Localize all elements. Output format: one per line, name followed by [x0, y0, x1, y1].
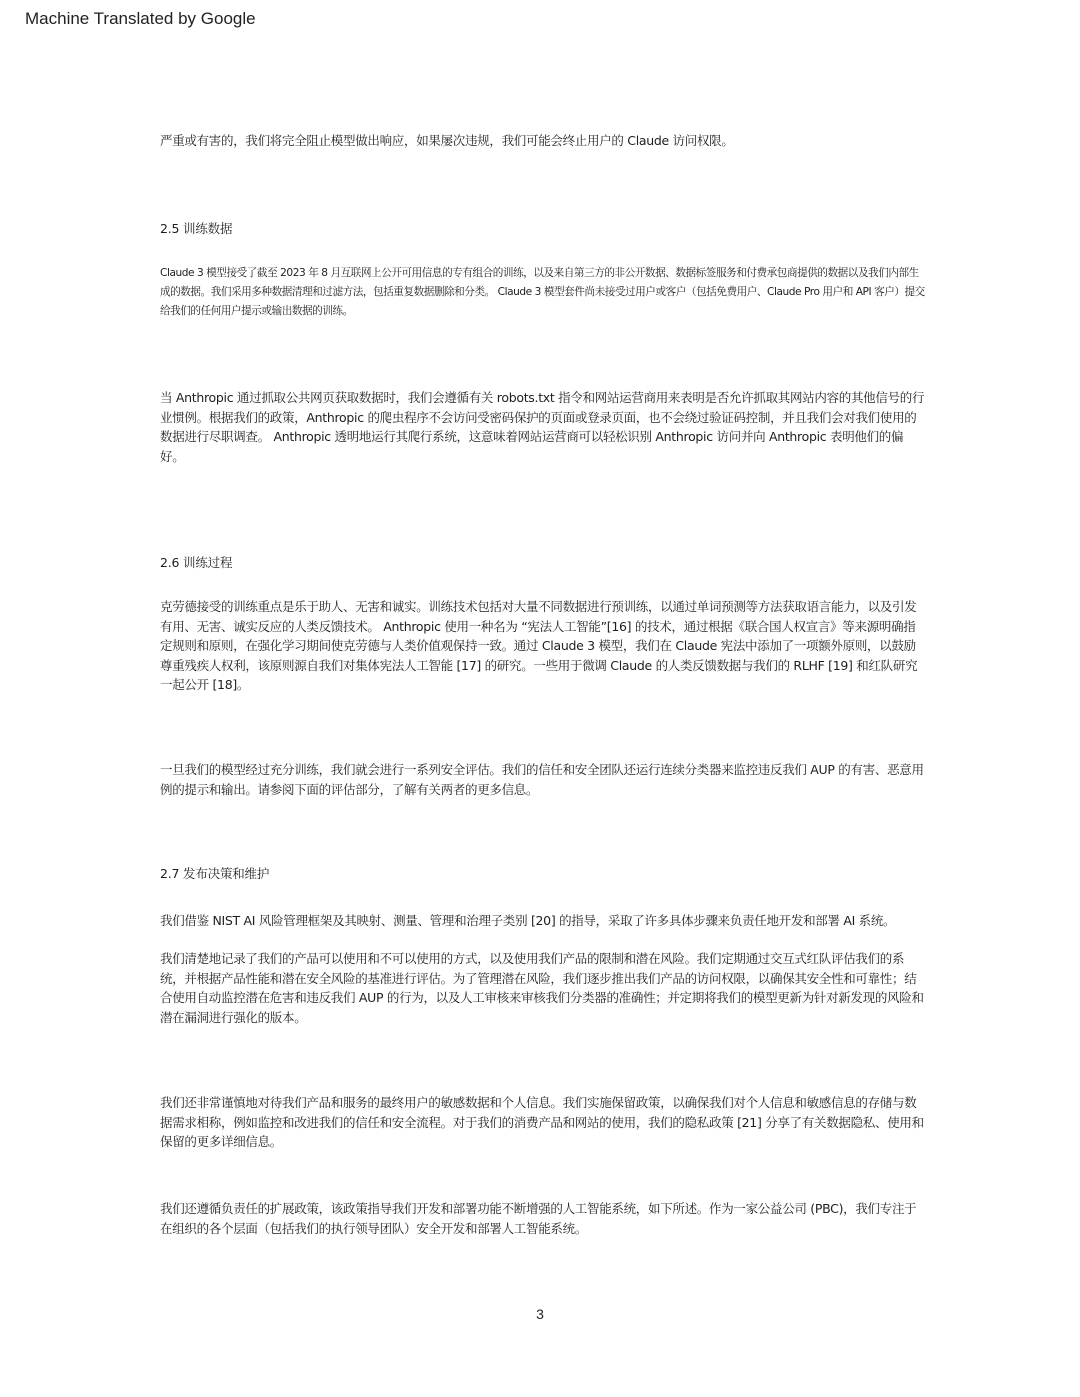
paragraph-access-termination: 严重或有害的，我们将完全阻止模型做出响应，如果屡次违规，我们可能会终止用户的 Claude 访问权限。	[160, 133, 734, 148]
section-heading-2-5: 2.5 训练数据	[160, 221, 233, 236]
paragraph-web-crawling: 当 Anthropic 通过抓取公共网页获取数据时，我们会遵循有关 robots.txt 指令和网站运营商用来表明是否允许抓取其网站内容的其他信号的行业惯例。根据我们的政策，Anthropic 的爬虫程序不会访问受密码保护的页面或登录页面，也不会绕过验证码控制，并且我们会对我们使用的数据进行尽职调查。 Anthropic 透明地运行其爬行系统，这意味着网站运营商可以轻松识别 Anthropic 访问并向 Anthropic 表明他们的偏好。	[160, 390, 925, 464]
paragraph-nist-framework: 我们借鉴 NIST AI 风险管理框架及其映射、测量、管理和治理子类别 [20] 的指导，采取了许多具体步骤来负责任地开发和部署 AI 系统。	[160, 913, 896, 928]
page-number: 3	[536, 1306, 544, 1322]
paragraph-responsible-scaling: 我们还遵循负责任的扩展政策，该政策指导我们开发和部署功能不断增强的人工智能系统，如下所述。作为一家公益公司 (PBC)，我们专注于在组织的各个层面（包括我们的执行领导团队）安全开发和部署人工智能系统。	[160, 1201, 917, 1236]
paragraph-privacy: 我们还非常谨慎地对待我们产品和服务的最终用户的敏感数据和个人信息。我们实施保留政策，以确保我们对个人信息和敏感信息的存储与数据需求相称，例如监控和改进我们的信任和安全流程。对于我们的消费产品和网站的使用，我们的隐私政策 [21] 分享了有关数据隐私、使用和保留的更多详细信息。	[160, 1095, 924, 1149]
machine-translation-banner: Machine Translated by Google	[25, 9, 256, 28]
section-heading-2-7: 2.7 发布决策和维护	[160, 866, 270, 881]
paragraph-training-data: Claude 3 模型接受了截至 2023 年 8 月互联网上公开可用信息的专有组合的训练，以及来自第三方的非公开数据、数据标签服务和付费承包商提供的数据以及我们内部生成的数据。我们采用多种数据清理和过滤方法，包括重复数据删除和分类。 Claude 3 模型套件尚未接受过用户或客户（包括免费用户、Claude Pro 用户和 API 客户）提交给我们的任何用户提示或输出数据的训练。	[160, 267, 925, 317]
paragraph-product-risks: 我们清楚地记录了我们的产品可以使用和不可以使用的方式，以及使用我们产品的限制和潜在风险。我们定期通过交互式红队评估我们的系统，并根据产品性能和潜在安全风险的基准进行评估。为了管理潜在风险，我们逐步推出我们产品的访问权限，以确保其安全性和可靠性；结合使用自动监控潜在危害和违反我们 AUP 的行为，以及人工审核来审核我们分类器的准确性；并定期将我们的模型更新为针对新发现的风险和潜在漏洞进行强化的版本。	[160, 951, 924, 1025]
paragraph-training-process: 克劳德接受的训练重点是乐于助人、无害和诚实。训练技术包括对大量不同数据进行预训练，以通过单词预测等方法获取语言能力，以及引发有用、无害、诚实反应的人类反馈技术。 Anthropic 使用一种名为 “宪法人工智能”[16] 的技术，通过根据《联合国人权宣言》等来源明确指定规则和原则，在强化学习期间使克劳德与人类价值观保持一致。通过 Claude 3 模型，我们在 Claude 宪法中添加了一项额外原则，以鼓励尊重残疾人权利，该原则源自我们对集体宪法人工智能 [17] 的研究。一些用于微调 Claude 的人类反馈数据与我们的 RLHF [19] 和红队研究一起公开 [18]。	[160, 599, 918, 692]
section-heading-2-6: 2.6 训练过程	[160, 555, 233, 570]
paragraph-safety-evaluations: 一旦我们的模型经过充分训练，我们就会进行一系列安全评估。我们的信任和安全团队还运行连续分类器来监控违反我们 AUP 的有害、恶意用例的提示和输出。请参阅下面的评估部分，了解有关两者的更多信息。	[160, 762, 924, 797]
